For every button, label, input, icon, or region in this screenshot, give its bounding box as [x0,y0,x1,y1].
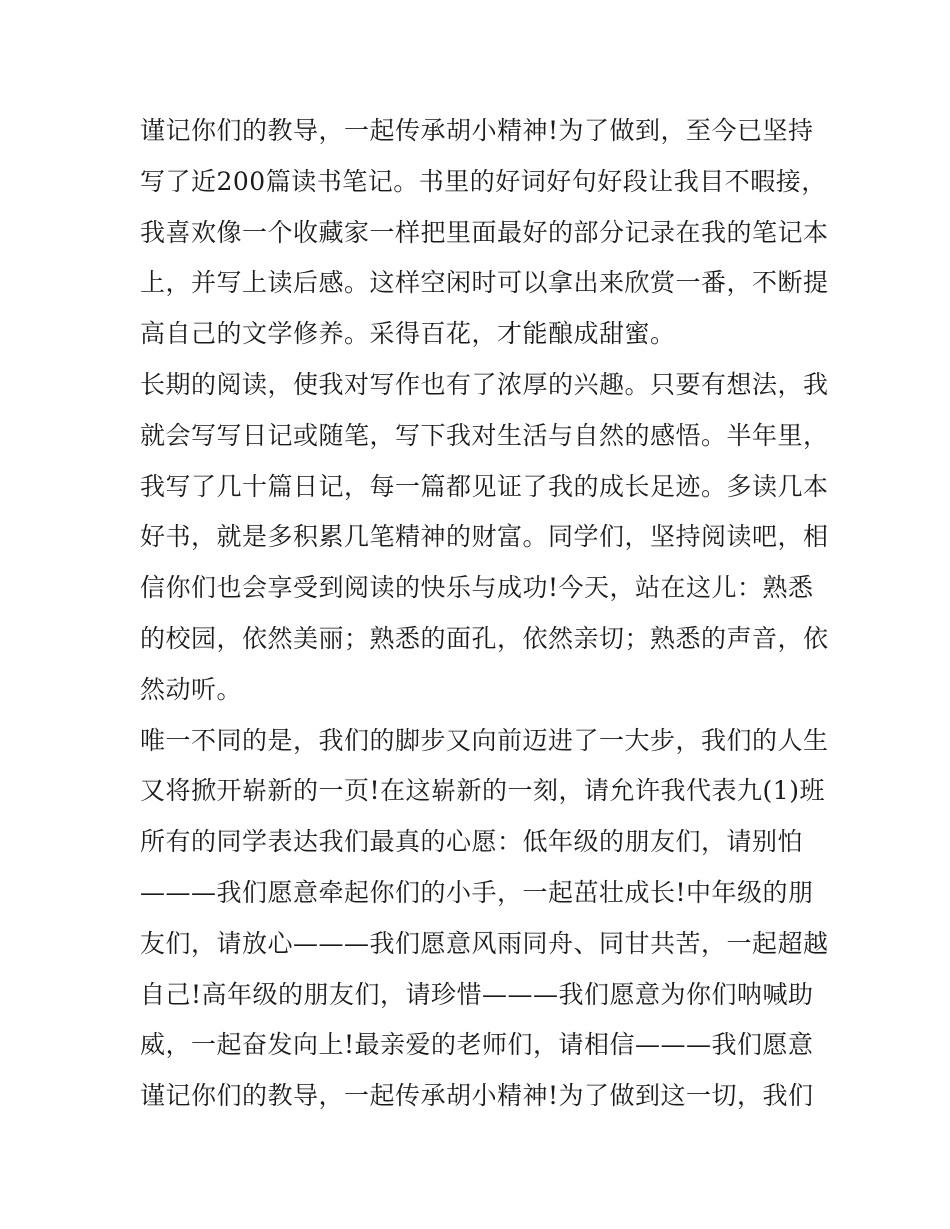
document-body [140,106,829,1122]
text-line: 友们，请放心———我们愿意风雨同舟、同甘共苦，一起超越 [140,928,829,958]
text-line: 又将掀开崭新的一页!在这崭新的一刻，请允许我代表九(1)班 [140,776,825,806]
text-line: 的校园，依然美丽；熟悉的面孔，依然亲切；熟悉的声音，依 [140,623,829,653]
text-line: ———我们愿意牵起你们的小手，一起茁壮成长!中年级的朋 [140,877,814,907]
text-line: 唯一不同的是，我们的脚步又向前迈进了一大步，我们的人生 [140,725,829,755]
text-line: 谨记你们的教导，一起传承胡小精神!为了做到这一切，我们 [140,1081,814,1111]
text-line: 高自己的文学修养。采得百花，才能酿成甜蜜。 [140,319,676,349]
text-line: 所有的同学表达我们最真的心愿：低年级的朋友们，请别怕 [140,827,804,857]
text-line: 威，一起奋发向上!最亲爱的老师们，请相信———我们愿意 [140,1030,814,1060]
text-line: 我写了几十篇日记，每一篇都见证了我的成长足迹。多读几本 [140,471,829,501]
text-line: 谨记你们的教导，一起传承胡小精神!为了做到，至今已坚持 [140,116,814,145]
text-line: 就会写写日记或随笔，写下我对生活与自然的感悟。半年里， [140,420,829,450]
text-line: 我喜欢像一个收藏家一样把里面最好的部分记录在我的笔记本 [140,217,829,247]
text-line: 然动听。 [140,674,243,704]
text-line: 长期的阅读，使我对写作也有了浓厚的兴趣。只要有想法，我 [140,369,829,399]
text-line: 信你们也会享受到阅读的快乐与成功!今天，站在这儿：熟悉 [140,573,814,603]
text-line: 上，并写上读后感。这样空闲时可以拿出来欣赏一番，不断提 [140,268,829,298]
text-line: 自己!高年级的朋友们，请珍惜———我们愿意为你们呐喊助 [140,979,814,1009]
text-line: 好书，就是多积累几笔精神的财富。同学们，坚持阅读吧，相 [140,522,829,552]
text-line: 写了近200篇读书笔记。书里的好词好句好段让我目不暇接， [140,166,827,196]
